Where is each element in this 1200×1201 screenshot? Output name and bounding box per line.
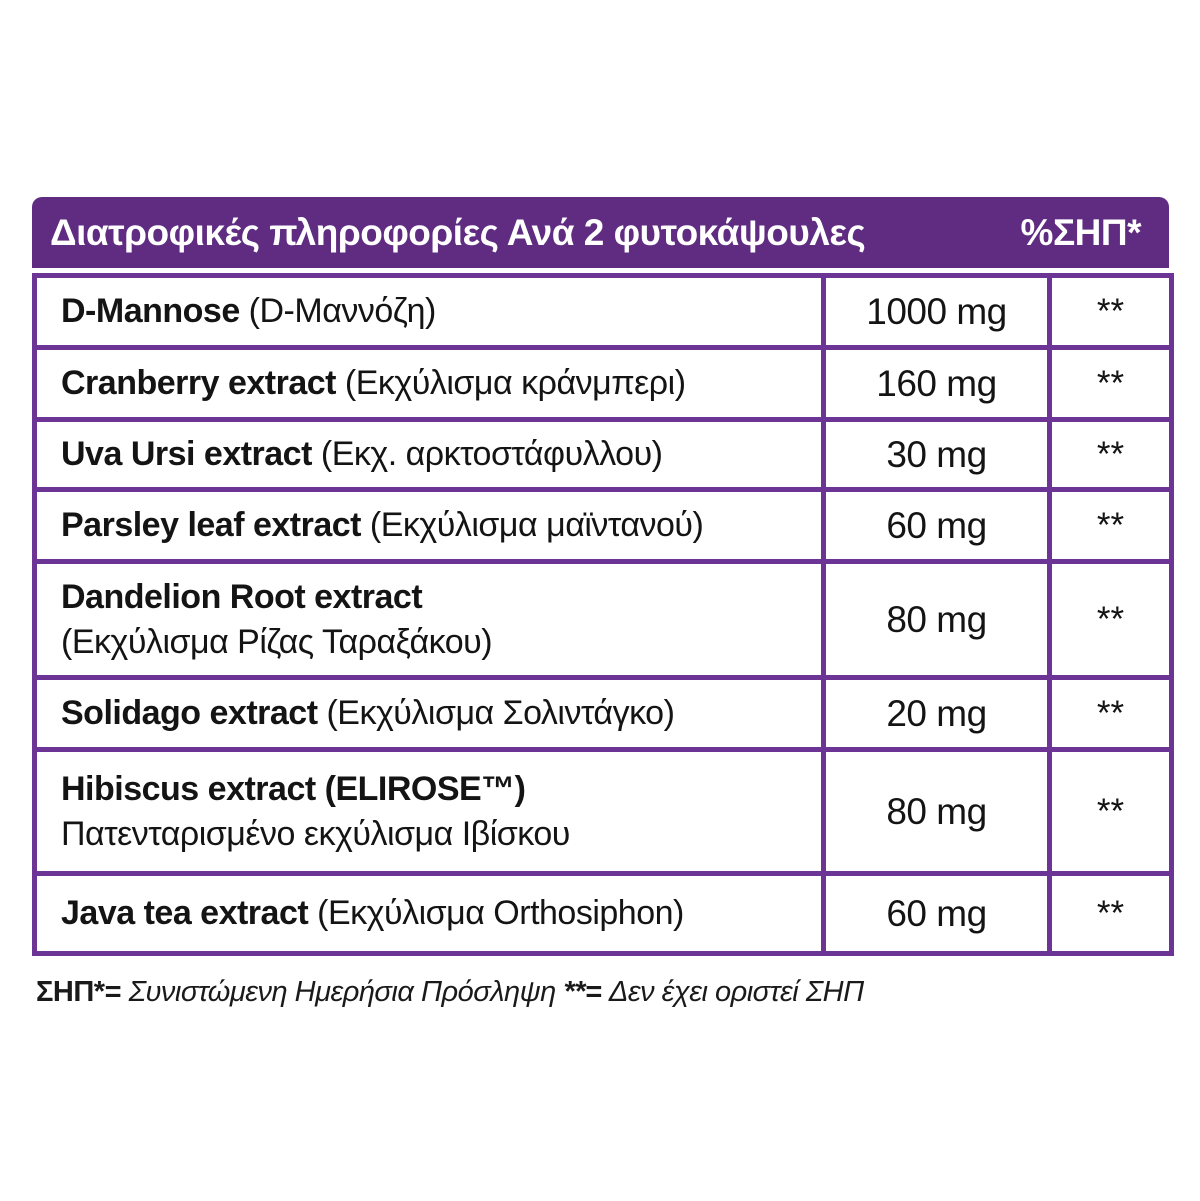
table-row-java-tea bbox=[35, 874, 1172, 954]
table-row-parsley bbox=[35, 490, 1172, 562]
rdi-value: ** bbox=[1050, 420, 1172, 490]
footnote-asterisks: **= bbox=[563, 976, 609, 1008]
rdi-value: ** bbox=[1050, 562, 1172, 678]
ingredient-name-greek: (Εκχύλισμα Orthosiphon) bbox=[308, 894, 684, 933]
nutrition-table bbox=[32, 273, 1174, 956]
amount-value: 80 mg bbox=[824, 562, 1050, 678]
table-row-uva-ursi bbox=[35, 420, 1172, 490]
ingredient-cell bbox=[35, 276, 824, 348]
ingredient-name: D-Mannose bbox=[61, 292, 240, 331]
rdi-value: ** bbox=[1050, 874, 1172, 954]
ingredient-name: Hibiscus extract (ELIROSE™) bbox=[61, 769, 526, 808]
table-row-d-mannose bbox=[35, 276, 1172, 348]
ingredient-name-greek: (Εκχύλισμα Ρίζας Ταραξάκου) bbox=[61, 622, 493, 661]
ingredient-name-greek: (Εκχύλισμα κράνμπερι) bbox=[335, 364, 686, 403]
ingredient-name-greek: (Εκχύλισμα Σολιντάγκο) bbox=[317, 694, 675, 733]
ingredient-cell bbox=[35, 420, 824, 490]
table-header bbox=[32, 197, 1169, 268]
facts-panel bbox=[32, 197, 1169, 1009]
ingredient-name: Solidago extract bbox=[61, 694, 318, 733]
footnote-rdi-abbrev: ΣΗΠ*= bbox=[36, 976, 129, 1008]
ingredient-cell bbox=[35, 348, 824, 420]
footnote bbox=[36, 976, 1169, 1009]
ingredient-name: Parsley leaf extract bbox=[61, 506, 361, 545]
amount-value: 30 mg bbox=[824, 420, 1050, 490]
ingredient-name: Dandelion Root extract bbox=[61, 577, 423, 616]
rdi-value: ** bbox=[1050, 276, 1172, 348]
footnote-rdi-definition: Συνιστώμενη Ημερήσια Πρόσληψη bbox=[128, 976, 564, 1008]
amount-value: 60 mg bbox=[824, 490, 1050, 562]
ingredient-name: Uva Ursi extract bbox=[61, 435, 312, 474]
amount-value: 20 mg bbox=[824, 678, 1050, 750]
table-row-solidago bbox=[35, 678, 1172, 750]
footnote-no-rdi-definition: Δεν έχει οριστεί ΣΗΠ bbox=[608, 976, 864, 1008]
amount-value: 160 mg bbox=[824, 348, 1050, 420]
amount-value: 1000 mg bbox=[824, 276, 1050, 348]
ingredient-cell bbox=[35, 562, 824, 678]
rdi-value: ** bbox=[1050, 348, 1172, 420]
ingredient-name: Cranberry extract bbox=[61, 364, 336, 403]
ingredient-name-greek: (Εκχ. αρκτοστάφυλλου) bbox=[311, 435, 663, 474]
ingredient-name-greek: Πατενταρισμένο εκχύλισμα Ιβίσκου bbox=[61, 814, 570, 853]
ingredient-name-greek: (D-Μαννόζη) bbox=[239, 292, 436, 331]
table-row-cranberry bbox=[35, 348, 1172, 420]
amount-value: 80 mg bbox=[824, 750, 1050, 874]
table-title: Διατροφικές πληροφορίες Ανά 2 φυτοκάψουλες bbox=[50, 211, 866, 253]
rdi-value: ** bbox=[1050, 750, 1172, 874]
ingredient-cell bbox=[35, 490, 824, 562]
rdi-value: ** bbox=[1050, 490, 1172, 562]
ingredient-name-greek: (Εκχύλισμα μαϊντανού) bbox=[360, 506, 704, 545]
ingredient-name: Java tea extract bbox=[61, 894, 309, 933]
table-row-dandelion bbox=[35, 562, 1172, 678]
ingredient-cell bbox=[35, 750, 824, 874]
amount-value: 60 mg bbox=[824, 874, 1050, 954]
rdi-column-header: %ΣΗΠ* bbox=[1020, 211, 1141, 253]
table-row-hibiscus bbox=[35, 750, 1172, 874]
rdi-value: ** bbox=[1050, 678, 1172, 750]
ingredient-cell bbox=[35, 874, 824, 954]
ingredient-cell bbox=[35, 678, 824, 750]
